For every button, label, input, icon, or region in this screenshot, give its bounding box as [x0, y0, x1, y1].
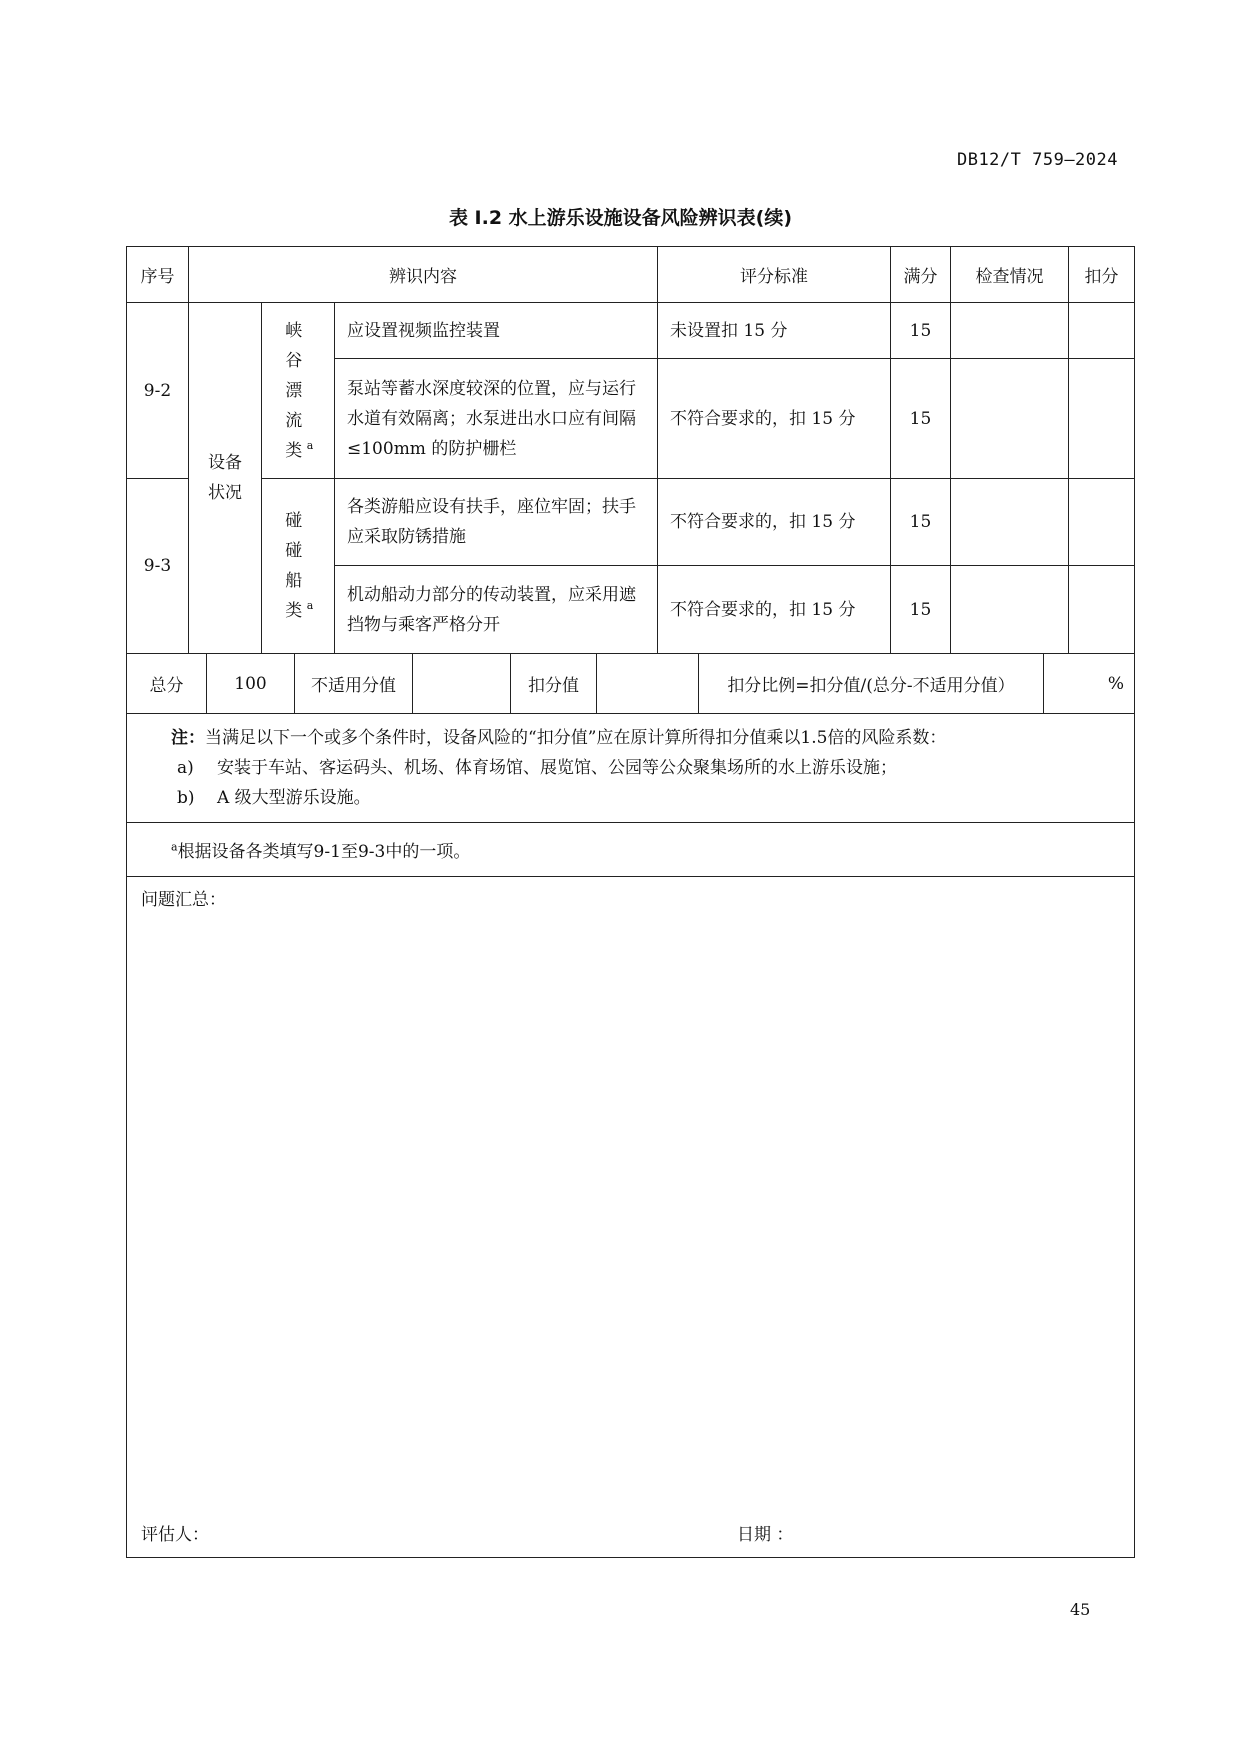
group-label: 设备状况 [208, 453, 242, 503]
footnote-marker: a [306, 438, 314, 452]
full-score-cell: 15 [891, 479, 951, 566]
deduction-cell[interactable] [1069, 566, 1135, 654]
note-lead-line [171, 723, 1134, 753]
summary-row [127, 877, 1135, 1558]
criteria-cell: 未设置扣 15 分 [658, 303, 891, 359]
full-score-cell: 15 [891, 303, 951, 359]
not-applicable-value[interactable] [413, 654, 511, 714]
check-status-cell[interactable] [951, 359, 1069, 479]
deduction-total-value[interactable] [597, 654, 699, 714]
document-code: DB12/T 759—2024 [956, 150, 1118, 170]
note-item-mark: b) [177, 788, 195, 808]
summary-cell[interactable] [127, 877, 1135, 1558]
content-cell: 机动船动力部分的传动装置，应采用遮挡物与乘客严格分开 [335, 566, 658, 654]
header-check-status: 检查情况 [951, 247, 1069, 303]
total-score-label: 总分 [127, 654, 207, 714]
notes-row [127, 714, 1135, 823]
table-title: 表 I.2 水上游乐设施设备风险辨识表(续) [448, 207, 793, 229]
totals-row [127, 654, 1135, 714]
deduction-cell[interactable] [1069, 479, 1135, 566]
full-score-cell: 15 [891, 566, 951, 654]
header-seq: 序号 [127, 247, 189, 303]
category-cell [262, 303, 335, 479]
footnote-marker: a [306, 599, 314, 613]
category-cell [262, 479, 335, 654]
table-row [127, 303, 1135, 359]
issues-summary-label: 问题汇总： [141, 890, 226, 910]
total-score-value: 100 [207, 654, 295, 714]
criteria-cell: 不符合要求的，扣 15 分 [658, 479, 891, 566]
deduction-cell[interactable] [1069, 359, 1135, 479]
risk-identification-table [126, 246, 1135, 654]
criteria-cell: 不符合要求的，扣 15 分 [658, 359, 891, 479]
check-status-cell[interactable] [951, 479, 1069, 566]
note-text: 当满足以下一个或多个条件时，设备风险的“扣分值”应在原计算所得扣分值乘以1.5倍的风险系数： [205, 728, 947, 748]
assessor-label: 评估人： [141, 1525, 209, 1545]
note-label: 注： [171, 728, 205, 748]
page-number: 45 [1070, 1600, 1091, 1619]
content-cell: 泵站等蓄水深度较深的位置，应与运行水道有效隔离；水泵进出水口应有间隔≤100mm 的防护栅栏 [335, 359, 658, 479]
footnote-text: 根据设备各类填写9-1至9-3中的一项。 [177, 842, 471, 862]
header-criteria: 评分标准 [658, 247, 891, 303]
full-score-cell: 15 [891, 359, 951, 479]
note-item-text: 安装于车站、客运码头、机场、体育场馆、展览馆、公园等公众聚集场所的水上游乐设施； [217, 758, 897, 778]
note-item-mark: a) [177, 758, 194, 778]
not-applicable-label: 不适用分值 [295, 654, 413, 714]
seq-cell: 9-3 [127, 479, 189, 654]
check-status-cell[interactable] [951, 303, 1069, 359]
notes-cell [127, 714, 1135, 823]
criteria-cell: 不符合要求的，扣 15 分 [658, 566, 891, 654]
content-cell: 各类游船应设有扶手，座位牢固；扶手应采取防锈措施 [335, 479, 658, 566]
deduction-ratio-label: 扣分比例=扣分值/(总分-不适用分值） [699, 654, 1044, 714]
note-item-text: A 级大型游乐设施。 [217, 788, 371, 808]
date-label: 日期 ： [737, 1525, 794, 1545]
table-row [127, 479, 1135, 566]
check-status-cell[interactable] [951, 566, 1069, 654]
content-cell: 应设置视频监控装置 [335, 303, 658, 359]
notes-table [126, 713, 1135, 1558]
category-label: 峡谷漂流类 [285, 320, 303, 461]
totals-table [126, 653, 1135, 714]
seq-cell: 9-2 [127, 303, 189, 479]
group-label-cell [189, 303, 262, 654]
table-header-row [127, 247, 1135, 303]
deduction-cell[interactable] [1069, 303, 1135, 359]
note-item [171, 753, 1134, 783]
deduction-total-label: 扣分值 [511, 654, 597, 714]
category-label: 碰碰船类 [285, 511, 303, 621]
footnote-row [127, 823, 1135, 877]
header-full-score: 满分 [891, 247, 951, 303]
note-item [171, 783, 1134, 813]
footnote-cell [127, 823, 1135, 877]
header-deduction: 扣分 [1069, 247, 1135, 303]
footnote-sup: a [171, 840, 178, 854]
deduction-ratio-value[interactable]: % [1044, 654, 1135, 714]
header-content: 辨识内容 [189, 247, 658, 303]
